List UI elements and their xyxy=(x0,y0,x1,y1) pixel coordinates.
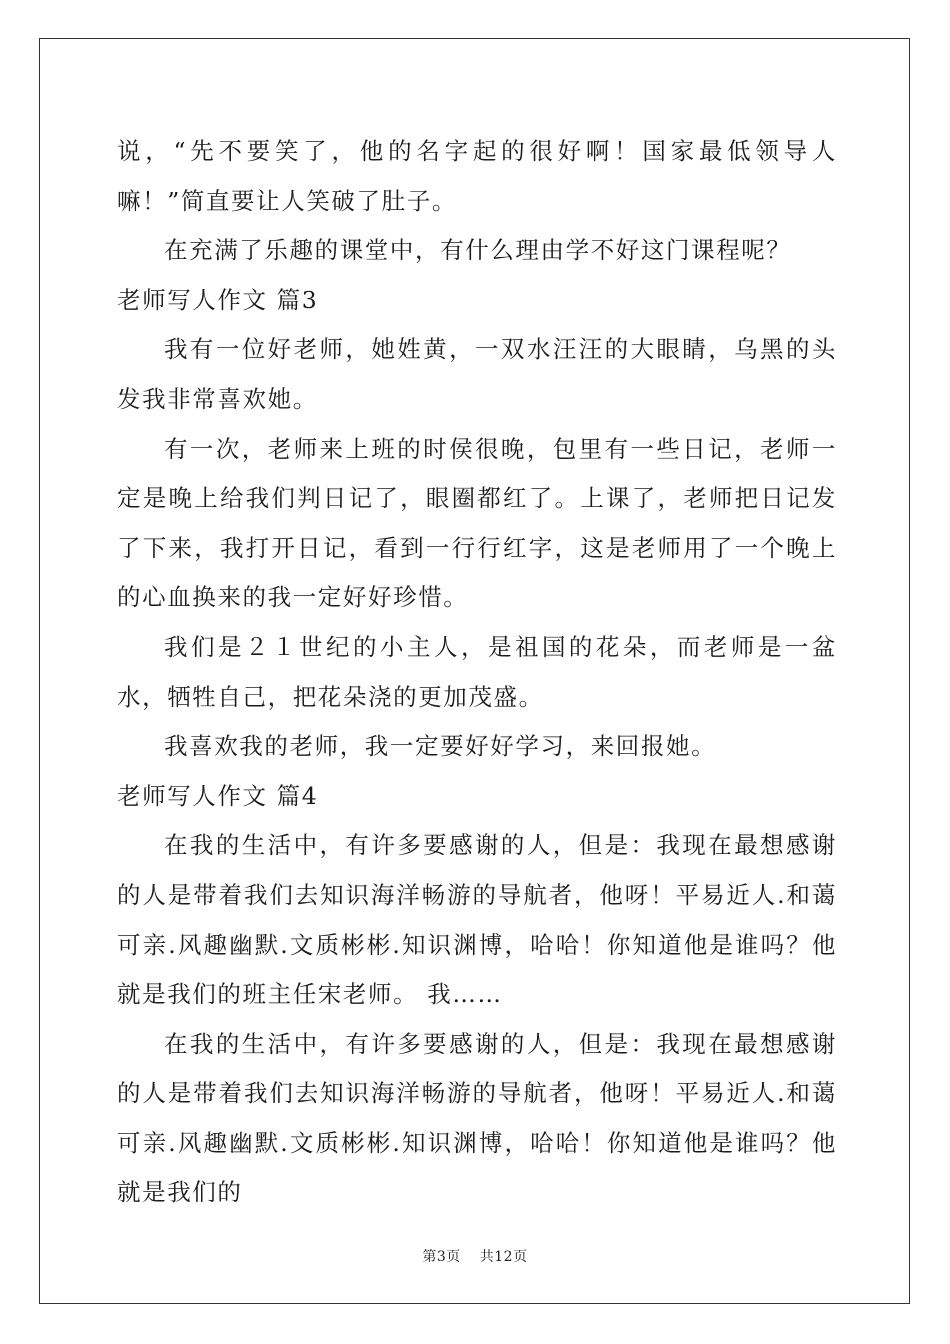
section-heading: 老师写人作文 篇3 xyxy=(117,285,319,314)
paragraph: 在充满了乐趣的课堂中，有什么理由学不好这门课程呢？ xyxy=(164,236,792,265)
page-number: 第3页 xyxy=(422,1249,461,1265)
paragraph: 说，“先不要笑了，他的名字起的很好啊！国家最低领导人嘛！”简直要让人笑破了肚子。 xyxy=(117,137,837,215)
paragraph: 在我的生活中，有许多要感谢的人，但是：我现在最想感谢的人是带着我们去知识海洋畅游的导航者，他呀！平易近人.和蔼可亲.风趣幽默.文质彬彬.知识渊博，哈哈！你知道他是谁吗？他就是我们的班主任宋老师。 我…… xyxy=(117,831,837,1009)
section-heading: 老师写人作文 篇4 xyxy=(117,781,319,810)
paragraph: 我喜欢我的老师，我一定要好好学习，来回报她。 xyxy=(164,732,717,761)
paragraph: 我们是２１世纪的小主人，是祖国的花朵，而老师是一盆水，牺牲自己，把花朵浇的更加茂盛。 xyxy=(117,632,837,711)
paragraph: 有一次，老师来上班的时侯很晚，包里有一些日记，老师一定是晚上给我们判日记了，眼圈都红了。上课了，老师把日记发了下来，我打开日记，看到一行行红字，这是老师用了一个晚上的心血换来的我一定好好珍惜。 xyxy=(117,434,837,612)
page-footer xyxy=(0,1246,950,1266)
paragraph: 我有一位好老师，她姓黄，一双水汪汪的大眼睛，乌黑的头发我非常喜欢她。 xyxy=(117,335,837,413)
paragraph: 在我的生活中，有许多要感谢的人，但是：我现在最想感谢的人是带着我们去知识海洋畅游的导航者，他呀！平易近人.和蔼可亲.风趣幽默.文质彬彬.知识渊博，哈哈！你知道他是谁吗？他就是我们的 xyxy=(117,1029,837,1207)
document-body xyxy=(117,127,837,1218)
page-total: 共12页 xyxy=(479,1249,528,1265)
